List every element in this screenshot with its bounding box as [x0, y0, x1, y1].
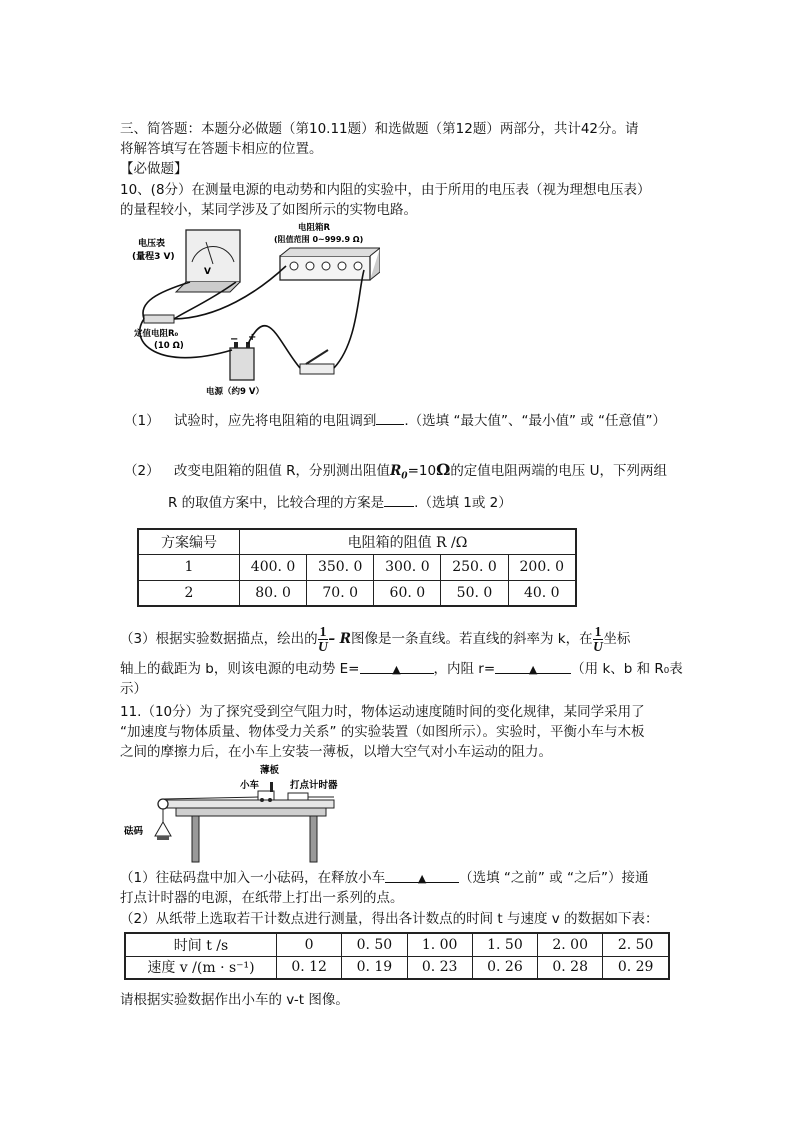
section-header-line1: 三、简答题：本题分必做题（第10.11题）和选做题（第12题）两部分，共计42分。请	[120, 121, 639, 137]
q10-table-row1-id: 1	[138, 554, 240, 580]
q10-table-cell: 40. 0	[508, 580, 576, 606]
resistance-box-label: 电阻箱R	[298, 223, 331, 233]
q10-table-row2-id: 2	[138, 580, 240, 606]
resistance-box-range: (阻值范围 0~999.9 Ω)	[274, 235, 364, 244]
q10-part2-line2	[168, 492, 512, 513]
battery-icon	[230, 348, 254, 380]
q10-resistance-blank[interactable]	[495, 659, 571, 674]
q10-table	[137, 528, 577, 607]
q11-time-label: 时间 t /s	[125, 933, 277, 956]
timer-icon	[288, 793, 308, 800]
q10-p3-text-b: 图像是一条直线。若直线的斜率为 k，在	[351, 631, 593, 647]
q10-table-cell: 70. 0	[307, 580, 374, 606]
plate-label: 薄板	[260, 765, 280, 776]
table-row	[138, 580, 576, 606]
q10-part2-line1	[124, 460, 667, 487]
switch-icon	[300, 364, 334, 374]
q10-table-cell: 50. 0	[441, 580, 508, 606]
q11-p1-blank[interactable]	[385, 868, 459, 883]
fixed-resistor-value: (10 Ω)	[154, 341, 184, 351]
circuit-figure	[118, 222, 380, 402]
q10-p2-text-a: 改变电阻箱的阻值 R，分别测出阻值	[173, 463, 391, 479]
timer-label: 打点计时器	[290, 780, 338, 791]
q10-p3-text-a: （3）根据实验数据描点，绘出的	[120, 631, 318, 647]
q10-p1-text-b: .（选填 “最大值”、“最小值” 或 “任意值”）	[404, 413, 667, 429]
q10-p3-text-c: 坐标	[603, 631, 631, 647]
q11-part2: （2）从纸带上选取若干计数点进行测量，得出各计数点的时间 t 与速度 v 的数据如下表：	[120, 911, 659, 927]
q10-table-header-id: 方案编号	[138, 529, 240, 554]
q10-p2-omega: Ω	[436, 460, 451, 479]
apparatus-figure	[120, 760, 340, 866]
q10-table-cell: 300. 0	[374, 554, 441, 580]
q10-table-cell: 400. 0	[240, 554, 307, 580]
board-icon	[160, 800, 334, 808]
q10-part1	[124, 410, 666, 431]
q11-p1-text-a: （1）往砝码盘中加入一小砝码，在释放小车	[120, 870, 386, 886]
q11-table	[124, 932, 670, 980]
q10-part3-line2	[120, 659, 683, 679]
cart-label: 小车	[240, 780, 260, 791]
q11-part3: 请根据实验数据作出小车的 v-t 图像。	[120, 992, 349, 1008]
voltmeter-icon	[186, 230, 240, 282]
q10-p3-fraction: $\frac{1}{U}$	[318, 623, 328, 654]
q11-table-cell: 1. 50	[472, 933, 537, 956]
required-label: 【必做题】	[120, 161, 188, 177]
q10-table-cell: 200. 0	[508, 554, 576, 580]
q10-p2-r0: $R_0$	[390, 463, 408, 482]
triangle-icon: ▲	[392, 663, 401, 676]
q10-p2-text-b: 的定值电阻两端的电压 U，下列两组	[450, 463, 667, 479]
q10-table-cell: 350. 0	[307, 554, 374, 580]
q10-table-cell: 80. 0	[240, 580, 307, 606]
q10-table-header-r: 电阻箱的阻值 R /Ω	[240, 529, 577, 554]
q11-intro-line2: “加速度与物体质量、物体受力关系” 的实验装置（如图所示）。实验时，平衡小车与木板	[120, 724, 645, 740]
voltmeter-label: 电压表	[138, 239, 166, 249]
q10-p1-num: （1）	[124, 413, 160, 429]
q10-p2-text-d: .（选填 1或 2）	[414, 495, 512, 511]
q11-table-cell: 0. 50	[342, 933, 407, 956]
weight-pan-icon	[155, 822, 171, 836]
q10-p3-text-f: （用 k、b 和 R₀表	[571, 661, 683, 677]
q10-p3-text-e: ，内阻 r=	[433, 661, 496, 677]
q10-intro-line2: 的量程较小，某同学涉及了如图所示的实物电路。	[120, 202, 417, 218]
battery-minus: −	[230, 334, 239, 345]
q10-p1-text-a: 试验时，应先将电阻箱的电阻调到	[173, 413, 377, 429]
q10-p3-text-d: 轴上的截距为 b，则该电源的电动势 E=	[120, 661, 360, 677]
q11-p1-text-b: （选填 “之前” 或 “之后”）接通	[459, 870, 649, 886]
q11-table-cell: 0. 19	[342, 956, 407, 979]
q10-p3-fraction2: $\frac{1}{U}$	[593, 623, 603, 654]
q11-table-cell: 2. 00	[538, 933, 603, 956]
q10-table-cell: 250. 0	[441, 554, 508, 580]
voltmeter-symbol: V	[204, 267, 211, 277]
table-row	[125, 933, 669, 956]
triangle-icon: ▲	[417, 872, 427, 885]
battery-label: 电源（约9 V）	[206, 387, 264, 397]
q11-part1-line1	[120, 868, 648, 888]
q10-p2-eq: =10	[407, 463, 437, 479]
table-row	[138, 554, 576, 580]
section-header-line2: 将解答填写在答题卡相应的位置。	[120, 141, 323, 157]
q10-part3-line1	[120, 622, 630, 656]
q10-table-cell: 60. 0	[374, 580, 441, 606]
q10-intro-line1: 10、(8分）在测量电源的电动势和内阻的实验中，由于所用的电压表（视为理想电压表）	[120, 182, 651, 198]
q10-part3-line3: 示）	[120, 681, 147, 697]
q10-p2-text-c: R 的取值方案中，比较合理的方案是	[168, 495, 385, 511]
q10-p2-num: （2）	[124, 463, 160, 479]
q11-table-cell: 0	[277, 933, 342, 956]
cart-icon	[258, 791, 274, 800]
voltmeter-range: (量程3 V)	[132, 252, 175, 262]
q11-speed-label: 速度 v /(m · s⁻¹)	[125, 956, 277, 979]
q11-table-cell: 0. 26	[472, 956, 537, 979]
q11-intro-line3: 之间的摩擦力后，在小车上安装一薄板，以增大空气对小车运动的阻力。	[120, 744, 552, 760]
table-row	[125, 956, 669, 979]
q11-part1-line2: 打点计时器的电源，在纸带上打出一系列的点。	[120, 890, 404, 906]
q10-emf-blank[interactable]	[360, 659, 434, 674]
q11-table-cell: 0. 29	[603, 956, 669, 979]
q11-table-cell: 0. 12	[277, 956, 342, 979]
q10-p3-minus-r: – R	[328, 631, 352, 647]
q10-p2-blank[interactable]	[384, 492, 414, 507]
q11-table-cell: 0. 28	[538, 956, 603, 979]
battery-plus: +	[248, 332, 257, 343]
fixed-resistor-icon	[144, 315, 174, 323]
fixed-resistor-label: 定值电阻R₀	[134, 329, 179, 339]
triangle-icon: ▲	[528, 663, 538, 676]
pulley-icon	[158, 799, 168, 809]
q11-intro-line1: 11.（10分）为了探究受到空气阻力时，物体运动速度随时间的变化规律，某同学采用了	[120, 704, 645, 720]
q11-table-cell: 0. 23	[407, 956, 472, 979]
q11-table-cell: 1. 00	[407, 933, 472, 956]
weight-label: 砝码	[124, 826, 144, 837]
q11-table-cell: 2. 50	[603, 933, 669, 956]
q10-p1-blank[interactable]	[376, 410, 404, 425]
